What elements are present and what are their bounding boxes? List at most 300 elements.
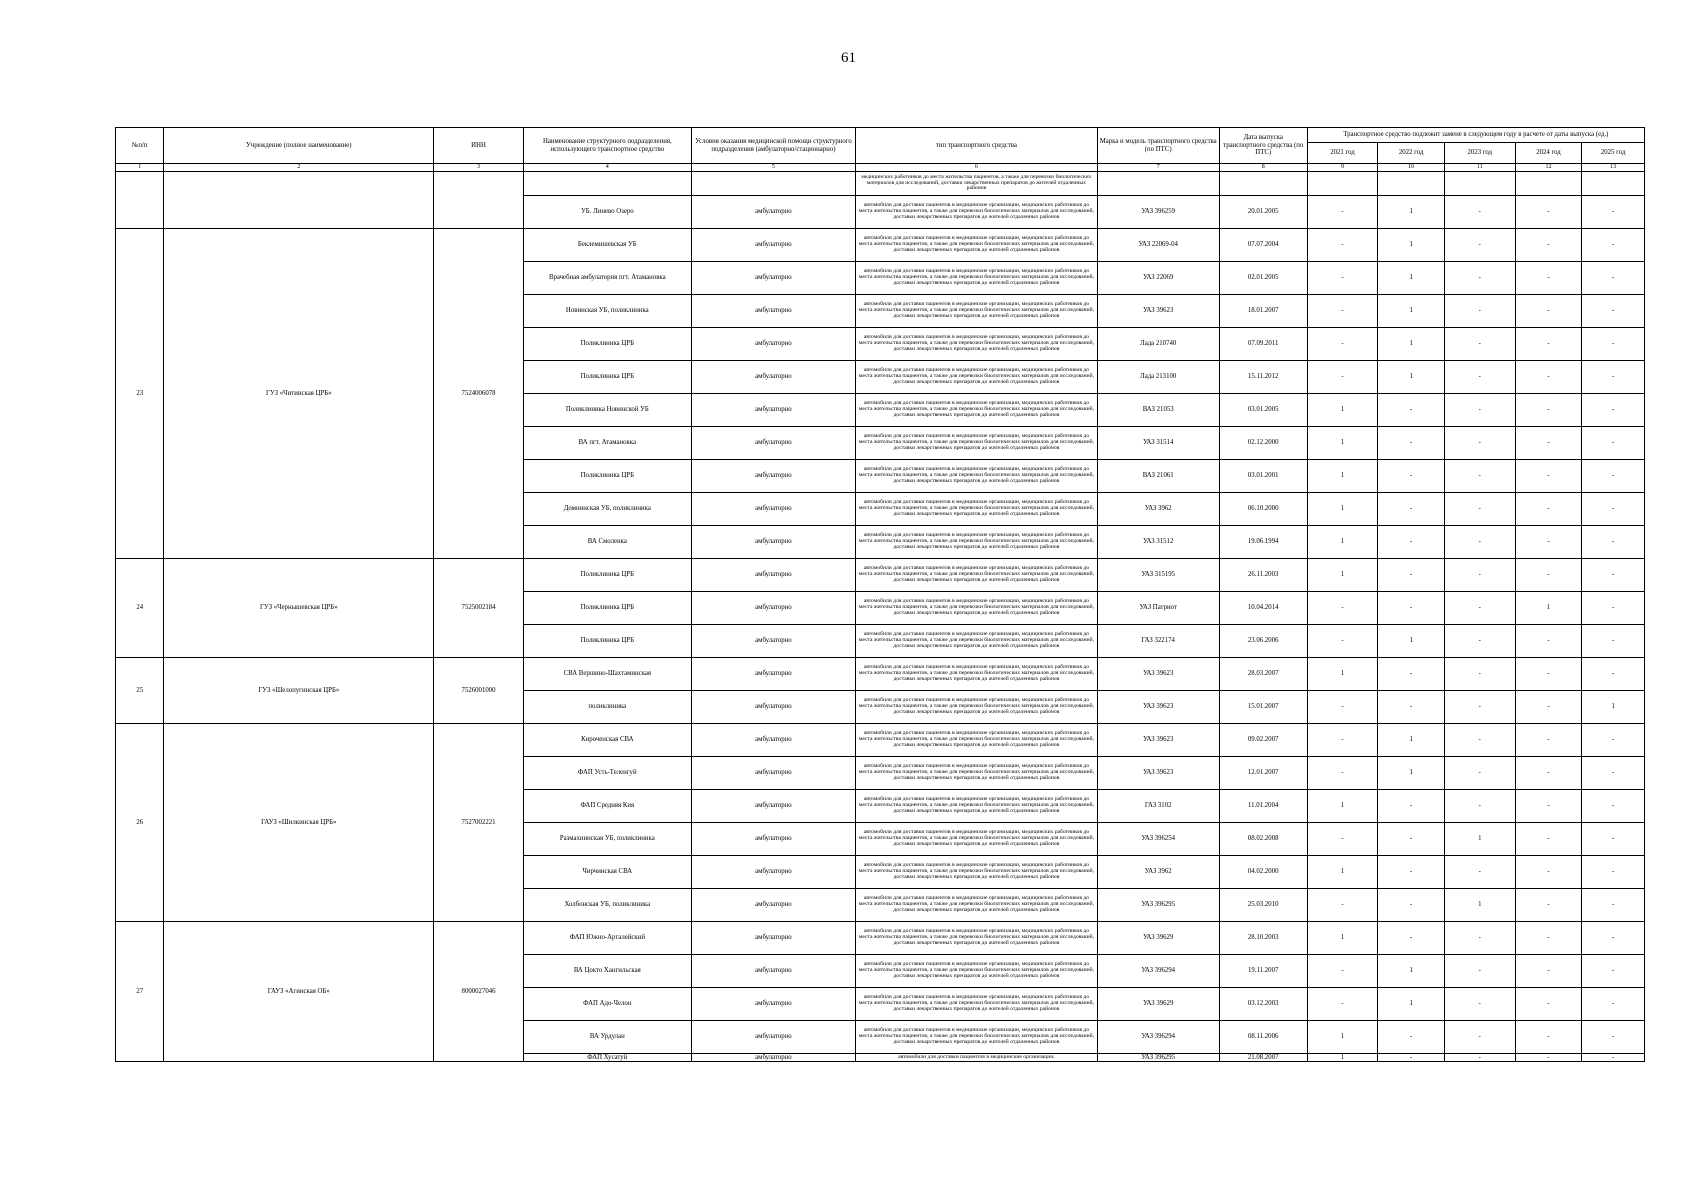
vehicle-model: УАЗ 39623 [1097,691,1219,724]
subdivision-name: Поликлиника ЦРБ [523,625,691,658]
replacement-year-value: - [1378,823,1445,856]
replacement-year-value: 1 [1444,823,1515,856]
care-conditions: амбулаторно [691,856,856,889]
release-date: 07.07.2004 [1219,229,1307,262]
vehicle-type: медицинских работников до места жительства пациентов, а также для перевозки биологических материалов для исследований, доставки лекарственных препаратов до жителей отдаленных районов [856,172,1097,196]
institution-name: ГУЗ «Шелопугинская ЦРБ» [164,658,434,724]
vehicle-type: автомобили для доставки пациентов в медицинские организации, медицинских работников до места жительства пациентов, а также для перевозки биологических материалов для исследований, доставки лекарственных препаратов до жителей отдаленных районов [856,889,1097,922]
header-institution: Учреждение (полное наименование) [164,128,434,164]
vehicle-model: УАЗ 31512 [1097,526,1219,559]
replacement-year-value: - [1515,295,1582,328]
replacement-year-value: - [1444,856,1515,889]
vehicle-type: автомобили для доставки пациентов в медицинские организации, медицинских работников до места жительства пациентов, а также для перевозки биологических материалов для исследований, доставки лекарственных препаратов до жителей отдаленных районов [856,295,1097,328]
subdivision-name: Поликлиника Новинской УБ [523,394,691,427]
inn-value: 7527002221 [434,724,524,922]
replacement-year-value: 1 [1378,757,1445,790]
care-conditions: амбулаторно [691,295,856,328]
vehicle-type: автомобили для доставки пациентов в медицинские организации, медицинских работников до места жительства пациентов, а также для перевозки биологических материалов для исследований, доставки лекарственных препаратов до жителей отдаленных районов [856,823,1097,856]
replacement-year-value: - [1444,196,1515,229]
column-number: 11 [1444,164,1515,172]
release-date: 20.01.2005 [1219,196,1307,229]
replacement-year-value: 1 [1378,625,1445,658]
row-number: 24 [116,559,164,658]
replacement-year-value: 1 [1307,658,1378,691]
column-number: 2 [164,164,434,172]
replacement-year-value: - [1378,460,1445,493]
vehicle-type: автомобили для доставки пациентов в медицинские организации, медицинских работников до места жительства пациентов, а также для перевозки биологических материалов для исследований, доставки лекарственных препаратов до жителей отдаленных районов [856,625,1097,658]
release-date: 03.01.2005 [1219,394,1307,427]
inn-value: 8000027046 [434,922,524,1062]
replacement-year-value: - [1515,526,1582,559]
replacement-year-value: 1 [1378,229,1445,262]
release-date: 08.02.2008 [1219,823,1307,856]
replacement-year-value: - [1307,592,1378,625]
replacement-year-value: - [1515,757,1582,790]
subdivision-name: ВА Цокто Хангильская [523,955,691,988]
care-conditions: амбулаторно [691,922,856,955]
replacement-year-value: - [1444,328,1515,361]
table-body [116,172,1645,1062]
table-row [116,229,1645,262]
replacement-year-value: - [1582,1054,1645,1062]
replacement-year-value: - [1378,526,1445,559]
institution-name [164,172,434,229]
release-date: 19.06.1994 [1219,526,1307,559]
column-number: 3 [434,164,524,172]
care-conditions: амбулаторно [691,460,856,493]
replacement-year-value: - [1378,427,1445,460]
vehicle-type: автомобили для доставки пациентов в медицинские организации, медицинских работников до места жительства пациентов, а также для перевозки биологических материалов для исследований, доставки лекарственных препаратов до жителей отдаленных районов [856,922,1097,955]
care-conditions: амбулаторно [691,592,856,625]
vehicle-type: автомобили для доставки пациентов в медицинские организации, медицинских работников до места жительства пациентов, а также для перевозки биологических материалов для исследований, доставки лекарственных препаратов до жителей отдаленных районов [856,757,1097,790]
replacement-year-value: 1 [1307,790,1378,823]
institution-name: ГУЗ «Читинская ЦРБ» [164,229,434,559]
vehicle-model: УАЗ 22069 [1097,262,1219,295]
header-conditions: Условия оказания медицинской помощи структурного подразделения (амбулаторно/стационарно) [691,128,856,164]
replacement-year-value: - [1307,262,1378,295]
care-conditions: амбулаторно [691,790,856,823]
vehicle-type: автомобили для доставки пациентов в медицинские организации, медицинских работников до места жительства пациентов, а также для перевозки биологических материалов для исследований, доставки лекарственных препаратов до жителей отдаленных районов [856,790,1097,823]
column-number: 10 [1378,164,1445,172]
institution-name: ГАУЗ «Шилкинская ЦРБ» [164,724,434,922]
replacement-year-value: - [1378,691,1445,724]
care-conditions: амбулаторно [691,658,856,691]
vehicle-type: автомобили для доставки пациентов в медицинские организации, медицинских работников до места жительства пациентов, а также для перевозки биологических материалов для исследований, доставки лекарственных препаратов до жителей отдаленных районов [856,691,1097,724]
subdivision-name: ФАП Усть-Теленгуй [523,757,691,790]
replacement-year-value: - [1444,658,1515,691]
table-row [116,658,1645,691]
replacement-year-value: - [1444,427,1515,460]
row-number: 25 [116,658,164,724]
replacement-year-value: 1 [1378,328,1445,361]
release-date: 07.09.2011 [1219,328,1307,361]
subdivision-name: Кироченская СВА [523,724,691,757]
release-date [1219,172,1307,196]
care-conditions: амбулаторно [691,1054,856,1062]
replacement-year-value: 1 [1515,592,1582,625]
replacement-year-value: 1 [1378,955,1445,988]
subdivision-name: Новинская УБ, поликлиника [523,295,691,328]
replacement-year-value: - [1444,955,1515,988]
release-date: 23.06.2006 [1219,625,1307,658]
replacement-year-value: - [1444,922,1515,955]
replacement-year-value: - [1582,724,1645,757]
header-year: 2024 год [1515,143,1582,164]
replacement-year-value: - [1582,361,1645,394]
row-number: 27 [116,922,164,1062]
replacement-year-value: - [1378,394,1445,427]
subdivision-name: ВА пгт. Атамановка [523,427,691,460]
replacement-year-value [1444,172,1515,196]
vehicle-model: УАЗ 39623 [1097,724,1219,757]
care-conditions: амбулаторно [691,559,856,592]
care-conditions: амбулаторно [691,625,856,658]
replacement-year-value: - [1582,889,1645,922]
vehicle-model: УАЗ 396294 [1097,1021,1219,1054]
replacement-year-value: - [1582,493,1645,526]
replacement-year-value: - [1515,691,1582,724]
replacement-year-value: - [1378,1054,1445,1062]
replacement-year-value: 1 [1307,460,1378,493]
inn-value: 7524006078 [434,229,524,559]
replacement-year-value: - [1444,790,1515,823]
vehicle-type: автомобили для доставки пациентов в медицинские организации, медицинских работников до места жительства пациентов, а также для перевозки биологических материалов для исследований, доставки лекарственных препаратов до жителей отдаленных районов [856,262,1097,295]
release-date: 12.01.2007 [1219,757,1307,790]
release-date: 21.08.2007 [1219,1054,1307,1062]
vehicle-type: автомобили для доставки пациентов в медицинские организации, медицинских работников до места жительства пациентов, а также для перевозки биологических материалов для исследований, доставки лекарственных препаратов до жителей отдаленных районов [856,526,1097,559]
replacement-year-value: - [1515,955,1582,988]
replacement-year-value: - [1444,592,1515,625]
replacement-year-value: 1 [1307,427,1378,460]
release-date: 06.10.2000 [1219,493,1307,526]
release-date: 10.04.2014 [1219,592,1307,625]
column-number-row [116,164,1645,172]
replacement-year-value: - [1582,427,1645,460]
table-row [116,922,1645,955]
header-year: 2022 год [1378,143,1445,164]
replacement-year-value [1307,172,1378,196]
vehicle-type: автомобили для доставки пациентов в медицинские организации, медицинских работников до места жительства пациентов, а также для перевозки биологических материалов для исследований, доставки лекарственных препаратов до жителей отдаленных районов [856,460,1097,493]
replacement-year-value: - [1444,724,1515,757]
vehicle-table [115,127,1645,1062]
vehicle-model: ВАЗ 21053 [1097,394,1219,427]
vehicle-type: автомобили для доставки пациентов в медицинские организации, медицинских работников до места жительства пациентов, а также для перевозки биологических материалов для исследований, доставки лекарственных препаратов до жителей отдаленных районов [856,427,1097,460]
replacement-year-value: - [1582,295,1645,328]
subdivision-name: Поликлиника ЦРБ [523,460,691,493]
header-year: 2023 год [1444,143,1515,164]
release-date: 28.10.2003 [1219,922,1307,955]
replacement-year-value: - [1378,493,1445,526]
replacement-year-value: - [1515,922,1582,955]
vehicle-type: автомобили для доставки пациентов в медицинские организации, медицинских работников до места жительства пациентов, а также для перевозки биологических материалов для исследований, доставки лекарственных препаратов до жителей отдаленных районов [856,493,1097,526]
replacement-year-value: - [1444,361,1515,394]
care-conditions: амбулаторно [691,427,856,460]
header-replacement: Транспортное средство подлежит замене в следующем году в расчете от даты выпуска (ед.) [1307,128,1644,143]
replacement-year-value: - [1444,1021,1515,1054]
replacement-year-value: 1 [1582,691,1645,724]
replacement-year-value: - [1582,988,1645,1021]
header-subdivision: Наименование структурного подразделения, использующего транспортное средство [523,128,691,164]
replacement-year-value: 1 [1378,196,1445,229]
replacement-year-value: - [1515,262,1582,295]
column-number: 7 [1097,164,1219,172]
vehicle-model: УАЗ 39629 [1097,988,1219,1021]
vehicle-type: автомобили для доставки пациентов в медицинские организации, медицинских работников до места жительства пациентов, а также для перевозки биологических материалов для исследований, доставки лекарственных препаратов до жителей отдаленных районов [856,856,1097,889]
vehicle-type: автомобили для доставки пациентов в медицинские организации, медицинских работников до места жительства пациентов, а также для перевозки биологических материалов для исследований, доставки лекарственных препаратов до жителей отдаленных районов [856,724,1097,757]
vehicle-model [1097,172,1219,196]
header-model: Марка и модель транспортного средства (по ПТС) [1097,128,1219,164]
care-conditions: амбулаторно [691,394,856,427]
replacement-year-value: - [1582,394,1645,427]
replacement-year-value: - [1307,955,1378,988]
column-number: 1 [116,164,164,172]
care-conditions [691,172,856,196]
replacement-year-value: - [1515,856,1582,889]
inn-value [434,172,524,229]
replacement-year-value: - [1515,889,1582,922]
vehicle-model: УАЗ 39623 [1097,658,1219,691]
vehicle-model: ВАЗ 21061 [1097,460,1219,493]
subdivision-name: Домнинская УБ, поликлиника [523,493,691,526]
institution-name: ГАУЗ «Агинская ОБ» [164,922,434,1062]
replacement-year-value: 1 [1307,856,1378,889]
replacement-year-value: - [1582,658,1645,691]
care-conditions: амбулаторно [691,757,856,790]
subdivision-name: СВА Вершино-Шахтаминская [523,658,691,691]
subdivision-name: Поликлиника ЦРБ [523,559,691,592]
replacement-year-value: 1 [1378,295,1445,328]
vehicle-type: автомобили для доставки пациентов в медицинские организации, медицинских работников до места жительства пациентов, а также для перевозки биологических материалов для исследований, доставки лекарственных препаратов до жителей отдаленных районов [856,658,1097,691]
replacement-year-value: - [1378,889,1445,922]
vehicle-model: Лада 210740 [1097,328,1219,361]
replacement-year-value: 1 [1378,988,1445,1021]
row-number: 23 [116,229,164,559]
replacement-year-value: - [1582,229,1645,262]
replacement-year-value: - [1515,427,1582,460]
replacement-year-value: - [1582,592,1645,625]
replacement-year-value: - [1515,724,1582,757]
subdivision-name: Беклемишевская УБ [523,229,691,262]
replacement-year-value: - [1444,262,1515,295]
header-year: 2021 год [1307,143,1378,164]
subdivision-name: поликлиника [523,691,691,724]
replacement-year-value [1378,172,1445,196]
replacement-year-value: - [1444,559,1515,592]
vehicle-type: автомобили для доставки пациентов в медицинские организации, медицинских работников до места жительства пациентов, а также для перевозки биологических материалов для исследований, доставки лекарственных препаратов до жителей отдаленных районов [856,361,1097,394]
replacement-year-value: 1 [1307,1054,1378,1062]
replacement-year-value: - [1515,823,1582,856]
column-number: 13 [1582,164,1645,172]
vehicle-type: автомобили для доставки пациентов в медицинские организации, медицинских работников до места жительства пациентов, а также для перевозки биологических материалов для исследований, доставки лекарственных препаратов до жителей отдаленных районов [856,1021,1097,1054]
column-number: 5 [691,164,856,172]
replacement-year-value: - [1444,394,1515,427]
replacement-year-value: - [1444,988,1515,1021]
replacement-year-value: - [1307,229,1378,262]
column-number: 12 [1515,164,1582,172]
replacement-year-value: - [1582,757,1645,790]
release-date: 03.01.2001 [1219,460,1307,493]
subdivision-name: ВА Урдулан [523,1021,691,1054]
replacement-year-value: - [1515,1021,1582,1054]
replacement-year-value: 1 [1444,889,1515,922]
replacement-year-value: - [1582,460,1645,493]
replacement-year-value: - [1444,625,1515,658]
vehicle-type: автомобили для доставки пациентов в медицинские организации, медицинских работников до места жительства пациентов, а также для перевозки биологических материалов для исследований, доставки лекарственных препаратов до жителей отдаленных районов [856,394,1097,427]
replacement-year-value: 1 [1307,493,1378,526]
care-conditions: амбулаторно [691,196,856,229]
replacement-year-value [1515,172,1582,196]
header-year: 2025 год [1582,143,1645,164]
replacement-year-value: - [1444,526,1515,559]
table-row [116,724,1645,757]
vehicle-model: УАЗ 396295 [1097,889,1219,922]
replacement-year-value: - [1307,361,1378,394]
release-date: 04.02.2000 [1219,856,1307,889]
release-date: 11.01.2004 [1219,790,1307,823]
row-number [116,172,164,229]
care-conditions: амбулаторно [691,691,856,724]
replacement-year-value: - [1582,823,1645,856]
care-conditions: амбулаторно [691,361,856,394]
vehicle-type: автомобили для доставки пациентов в медицинские организации, медицинских работников до места жительства пациентов, а также для перевозки биологических материалов для исследований, доставки лекарственных препаратов до жителей отдаленных районов [856,592,1097,625]
vehicle-type: автомобили для доставки пациентов в медицинские организации, медицинских работников до места жительства пациентов, а также для перевозки биологических материалов для исследований, доставки лекарственных препаратов до жителей отдаленных районов [856,988,1097,1021]
replacement-year-value: 1 [1378,262,1445,295]
care-conditions: амбулаторно [691,229,856,262]
page-number: 61 [841,50,856,66]
release-date: 02.12.2000 [1219,427,1307,460]
replacement-year-value: - [1515,493,1582,526]
subdivision-name: Чирчинская СВА [523,856,691,889]
vehicle-type: автомобили для доставки пациентов в медицинские организации, медицинских работников до места жительства пациентов, а также для перевозки биологических материалов для исследований, доставки лекарственных препаратов до жителей отдаленных районов [856,229,1097,262]
replacement-year-value: - [1582,526,1645,559]
replacement-year-value: - [1378,790,1445,823]
replacement-year-value: - [1444,1054,1515,1062]
vehicle-model: УАЗ 39623 [1097,295,1219,328]
column-number: 6 [856,164,1097,172]
release-date: 15.11.2012 [1219,361,1307,394]
replacement-year-value: - [1582,559,1645,592]
vehicle-model: УАЗ 396259 [1097,196,1219,229]
column-number: 4 [523,164,691,172]
replacement-year-value: - [1444,493,1515,526]
replacement-year-value: - [1582,856,1645,889]
release-date: 03.12.2003 [1219,988,1307,1021]
release-date: 08.11.2006 [1219,1021,1307,1054]
replacement-year-value: - [1307,988,1378,1021]
replacement-year-value: - [1378,559,1445,592]
replacement-year-value: - [1515,328,1582,361]
release-date: 26.11.2003 [1219,559,1307,592]
replacement-year-value: - [1515,229,1582,262]
subdivision-name [523,172,691,196]
vehicle-type: автомобили для доставки пациентов в медицинские организации, медицинских работников до места жительства пациентов, а также для перевозки биологических материалов для исследований, доставки лекарственных препаратов до жителей отдаленных районов [856,955,1097,988]
care-conditions: амбулаторно [691,262,856,295]
replacement-year-value: - [1515,460,1582,493]
replacement-year-value: 1 [1378,361,1445,394]
replacement-year-value: - [1582,196,1645,229]
subdivision-name: Холбонская УБ, поликлиника [523,889,691,922]
care-conditions: амбулаторно [691,493,856,526]
header-num: №п/п [116,128,164,164]
release-date: 28.03.2007 [1219,658,1307,691]
replacement-year-value: - [1444,460,1515,493]
column-number: 8 [1219,164,1307,172]
replacement-year-value: - [1307,196,1378,229]
subdivision-name: ФАП Адо-Челон [523,988,691,1021]
care-conditions: амбулаторно [691,526,856,559]
header-inn: ИНН [434,128,524,164]
release-date: 18.01.2007 [1219,295,1307,328]
vehicle-model: УАЗ 396254 [1097,823,1219,856]
replacement-year-value: - [1515,658,1582,691]
subdivision-name: Врачебная амбулатория пгт. Атамановка [523,262,691,295]
subdivision-name: ФАП Средняя Кия [523,790,691,823]
replacement-year-value: - [1515,559,1582,592]
vehicle-model: УАЗ 315195 [1097,559,1219,592]
care-conditions: амбулаторно [691,823,856,856]
vehicle-model: УАЗ Патриот [1097,592,1219,625]
replacement-year-value: - [1307,295,1378,328]
inn-value: 7526001000 [434,658,524,724]
replacement-year-value: - [1378,1021,1445,1054]
care-conditions: амбулаторно [691,955,856,988]
subdivision-name: УБ. Линево Озеро [523,196,691,229]
replacement-year-value: - [1307,691,1378,724]
table-row [116,172,1645,196]
care-conditions: амбулаторно [691,724,856,757]
vehicle-model: УАЗ 396295 [1097,1054,1219,1062]
vehicle-model: УАЗ 3962 [1097,493,1219,526]
replacement-year-value [1582,172,1645,196]
replacement-year-value: 1 [1307,526,1378,559]
subdivision-name: Размахнинская УБ, поликлиника [523,823,691,856]
replacement-year-value: - [1378,658,1445,691]
replacement-year-value: - [1444,229,1515,262]
vehicle-type: автомобили для доставки пациентов в медицинские организации, медицинских работников до места жительства пациентов, а также для перевозки биологических материалов для исследований, доставки лекарственных препаратов до жителей отдаленных районов [856,328,1097,361]
replacement-year-value: 1 [1307,922,1378,955]
replacement-year-value: 1 [1378,724,1445,757]
release-date: 02.01.2005 [1219,262,1307,295]
replacement-year-value: - [1582,1021,1645,1054]
column-number: 9 [1307,164,1378,172]
care-conditions: амбулаторно [691,889,856,922]
vehicle-model: УАЗ 3962 [1097,856,1219,889]
vehicle-model: УАЗ 39629 [1097,922,1219,955]
release-date: 09.02.2007 [1219,724,1307,757]
vehicle-model: Лада 213100 [1097,361,1219,394]
replacement-year-value: - [1582,328,1645,361]
subdivision-name: Поликлиника ЦРБ [523,592,691,625]
replacement-year-value: - [1307,823,1378,856]
replacement-year-value: - [1378,856,1445,889]
vehicle-type: автомобили для доставки пациентов в медицинские организации, медицинских работников до места жительства пациентов, а также для перевозки биологических материалов для исследований, доставки лекарственных препаратов до жителей отдаленных районов [856,196,1097,229]
header-release-date: Дата выпуска транспортного средства (по ПТС) [1219,128,1307,164]
subdivision-name: ФАП Южно-Аргалейский [523,922,691,955]
care-conditions: амбулаторно [691,988,856,1021]
replacement-year-value: - [1444,295,1515,328]
table-row [116,559,1645,592]
replacement-year-value: - [1582,790,1645,823]
replacement-year-value: - [1582,262,1645,295]
institution-name: ГУЗ «Чернышевская ЦРБ» [164,559,434,658]
vehicle-type: автомобили для доставки пациентов в медицинские организации, медицинских работников до места жительства пациентов, а также для перевозки биологических материалов для исследований, доставки лекарственных препаратов до жителей отдаленных районов [856,559,1097,592]
replacement-year-value: - [1582,922,1645,955]
replacement-year-value: - [1515,361,1582,394]
vehicle-model: УАЗ 31514 [1097,427,1219,460]
replacement-year-value: - [1515,988,1582,1021]
row-number: 26 [116,724,164,922]
replacement-year-value: - [1444,691,1515,724]
